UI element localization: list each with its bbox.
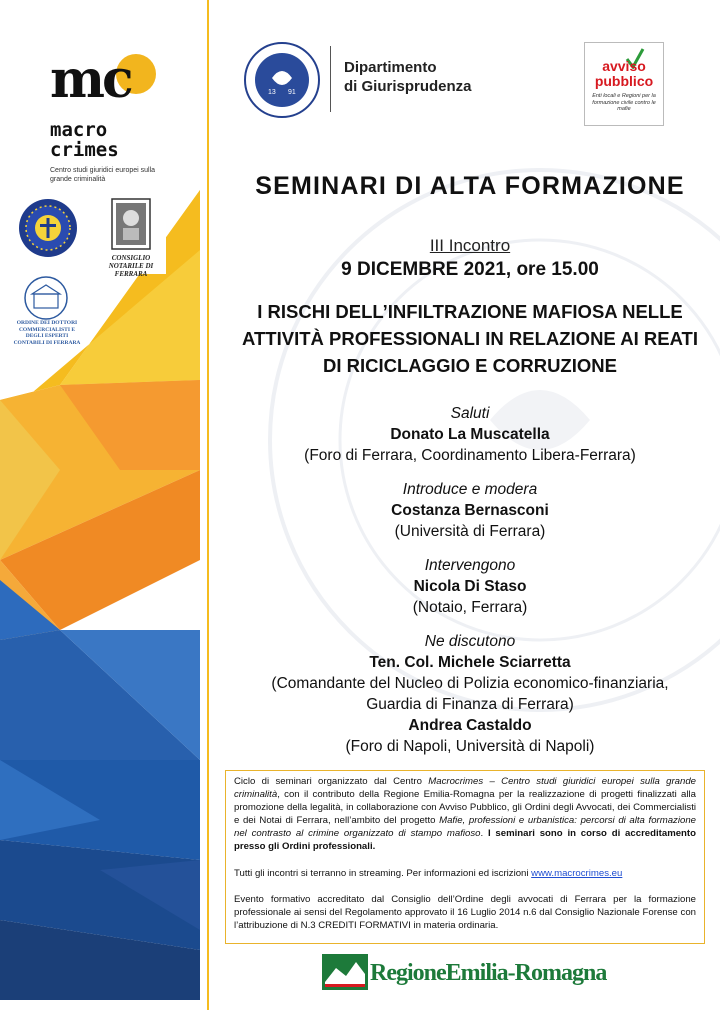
- speaker-name: Nicola Di Staso: [413, 578, 527, 595]
- commercialisti-logo: [10, 276, 84, 346]
- divider-line: [207, 0, 209, 1010]
- speaker-name: Ten. Col. Michele Sciarretta: [369, 654, 571, 671]
- department-name: [344, 58, 472, 96]
- speaker-name: Donato La Muscatella: [390, 426, 550, 443]
- topic-line-3: DI RICICLAGGIO E CORRUZIONE: [323, 355, 617, 376]
- section-intervengono: [220, 555, 720, 618]
- role-label: Saluti: [450, 405, 490, 422]
- info-paragraph-3: Evento formativo accreditato dal Consiglio dell’Ordine degli avvocati di Ferrara per la formazione professionale ai sensi del Regolamento approvato il 16 Luglio 2014 n.6 dal Consiglio Nazionale Forense con l’attribuzione di N.3 CREDITI FORMATIVI in materia ordinaria.: [234, 894, 696, 931]
- role-label: Ne discutono: [424, 633, 516, 650]
- info-paragraph-2: [234, 867, 696, 880]
- speaker-affiliation: (Foro di Ferrara, Coordinamento Libera-Ferrara): [304, 447, 636, 464]
- logo-subtitle: Centro studi giuridici europei sulla grande criminalità: [50, 167, 156, 183]
- role-label: Introduce e modera: [402, 481, 538, 498]
- info-text-italic: Mafie, professioni e urbanistica: percorsi di alta formazione nel contrasto al crimine organizzato di stampo mafioso: [234, 815, 696, 839]
- seal-year-right: 91: [288, 89, 296, 96]
- meeting-number: III Incontro: [429, 236, 511, 255]
- speaker-affiliation: (Notaio, Ferrara): [412, 599, 528, 616]
- regione-logo: [322, 950, 622, 996]
- section-modera: [220, 479, 720, 542]
- logo-word-macro: macro: [50, 119, 108, 141]
- macrocrimes-logo: [50, 49, 160, 184]
- avviso-pubblico-logo: [584, 42, 664, 126]
- speaker-affiliation: (Università di Ferrara): [394, 523, 546, 540]
- avviso-line2: pubblico: [594, 73, 654, 89]
- section-saluti: [220, 403, 720, 466]
- department-line1: Dipartimento: [344, 59, 437, 76]
- info-paragraph-1: [234, 775, 696, 853]
- consiglio-notarile-logo: [96, 198, 166, 278]
- info-text: .: [480, 828, 488, 839]
- department-logo: [244, 42, 504, 118]
- speaker-name: Andrea Castaldo: [408, 717, 532, 734]
- event-date: 9 DICEMBRE 2021, ore 15.00: [341, 259, 599, 280]
- commercialisti-caption: ORDINE DEI DOTTORI COMMERCIALISTI E DEGLI ESPERTI CONTABILI DI FERRARA: [13, 320, 81, 346]
- seal-year-left: 13: [268, 89, 276, 96]
- notarile-caption: CONSIGLIO NOTARILE DI FERRARA: [108, 254, 154, 278]
- info-text-italic: Macrocrimes – Centro studi giuridici europei sulla grande criminalità: [234, 776, 697, 800]
- info-text: , con il contributo della Regione Emilia-Romagna per la realizzazione di progetti finalizzati alla promozione della legalità, in collaborazione con Avviso Pubblico, gli Ordini degli Avvocati, dei Commercialisti e dei Notai di Ferrara, nell’ambito del progetto: [234, 789, 696, 826]
- regione-emblem-icon: [322, 954, 368, 990]
- speaker-affiliation: Guardia di Finanza di Ferrara): [366, 696, 574, 713]
- department-divider: [330, 46, 331, 112]
- seminar-topic: [230, 298, 710, 379]
- logo-letters: mc: [50, 49, 131, 110]
- speaker-affiliation: (Comandante del Nucleo di Polizia economico-finanziaria,: [271, 675, 669, 692]
- website-link[interactable]: www.macrocrimes.eu: [531, 868, 623, 879]
- speaker-name: Costanza Bernasconi: [391, 502, 549, 519]
- department-line2: di Giurisprudenza: [344, 78, 472, 95]
- regione-name: RegioneEmilia-Romagna: [370, 960, 607, 986]
- info-text: Tutti gli incontri si terranno in streaming. Per informazioni ed iscrizioni: [234, 868, 532, 879]
- notarile-emblem-icon: [111, 198, 151, 250]
- commercialisti-emblem-icon: [24, 276, 68, 320]
- logo-word-crimes: crimes: [50, 139, 119, 161]
- role-label: Intervengono: [424, 557, 516, 574]
- info-text: Ciclo di seminari organizzato dal Centro: [234, 776, 429, 787]
- speaker-affiliation: (Foro di Napoli, Università di Napoli): [345, 738, 595, 755]
- topic-line-1: I RISCHI DELL’INFILTRAZIONE MAFIOSA NELLE: [257, 301, 683, 322]
- section-discutono: [220, 631, 720, 757]
- info-text-bold: I seminari sono in corso di accreditamento presso gli Ordini professionali.: [234, 828, 696, 852]
- page-title: SEMINARI DI ALTA FORMAZIONE: [255, 172, 685, 200]
- avvocati-badge-icon: [18, 198, 78, 258]
- avviso-tagline: Enti locali e Regioni per la formazione civile contro le mafie: [592, 93, 656, 112]
- university-seal-icon: [244, 42, 320, 118]
- avviso-line1: avviso: [602, 58, 646, 74]
- topic-line-2: ATTIVITÀ PROFESSIONALI IN RELAZIONE AI REATI: [242, 328, 698, 349]
- info-box: [225, 770, 705, 944]
